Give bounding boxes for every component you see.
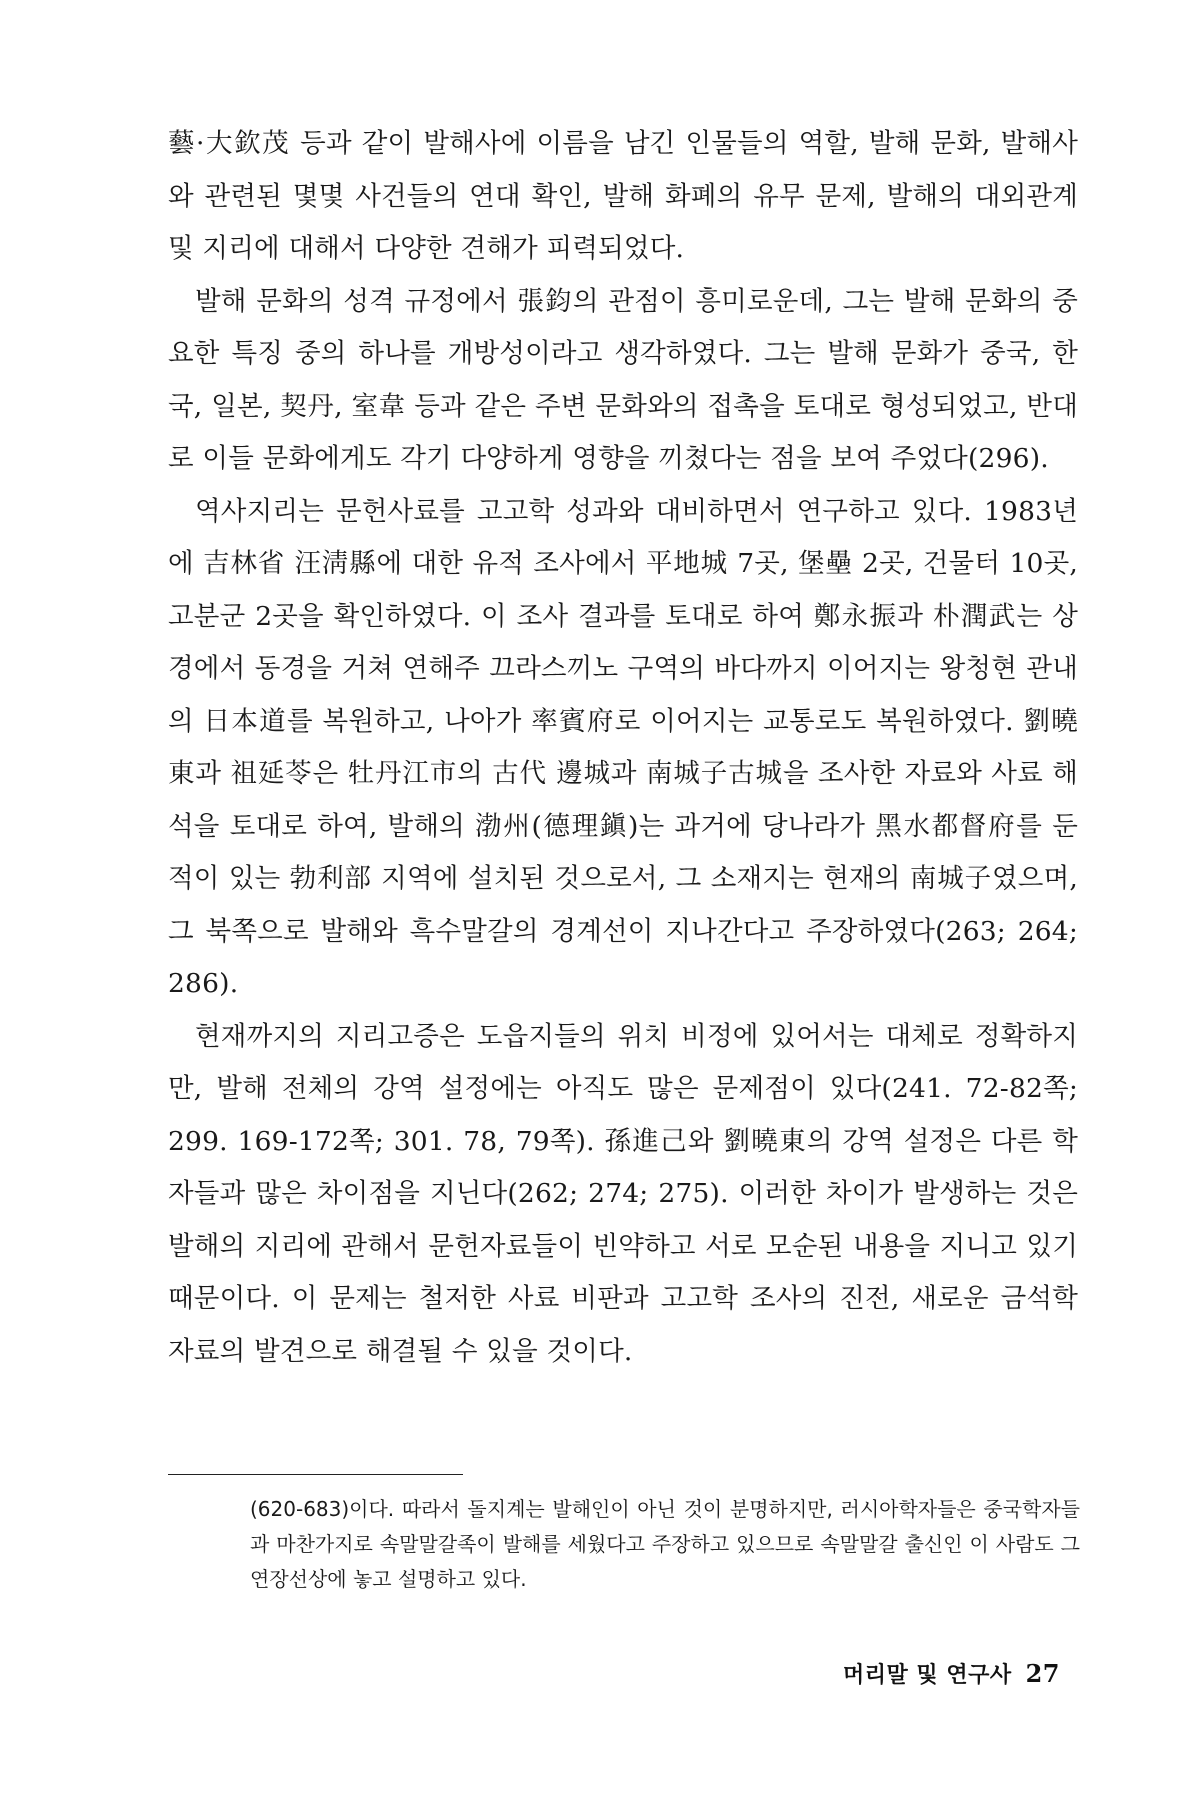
main-text	[168, 118, 1078, 1378]
footnote: (620-683)이다. 따라서 돌지계는 발해인이 아닌 것이 분명하지만, 러시아학자들은 중국학자들과 마찬가지로 속말말갈족이 발해를 세웠다고 주장하고 있으므로 속말말갈 출신인 이 사람도 그 연장선상에 놓고 설명하고 있다.	[250, 1497, 1080, 1591]
running-title: 머리말 및 연구사	[843, 1663, 1012, 1688]
paragraph-continuation: 藝·大欽茂 등과 같이 발해사에 이름을 남긴 인물들의 역할, 발해 문화, 발해사와 관련된 몇몇 사건들의 연대 확인, 발해 화폐의 유무 문제, 발해의 대외관계 및 지리에 대해서 다양한 견해가 피력되었다.	[168, 128, 1078, 264]
running-footer	[843, 1658, 1060, 1689]
page-number: 27	[1025, 1659, 1060, 1688]
footnote-divider	[168, 1474, 463, 1475]
paragraph-territory: 현재까지의 지리고증은 도읍지들의 위치 비정에 있어서는 대체로 정확하지만, 발해 전체의 강역 설정에는 아직도 많은 문제점이 있다(241. 72-82쪽; 299. 169-172쪽; 301. 78, 79쪽). 孫進己와 劉曉東의 강역 설정은 다른 학자들과 많은 차이점을 지닌다(262; 274; 275). 이러한 차이가 발생하는 것은 발해의 지리에 관해서 문헌자료들이 빈약하고 서로 모순된 내용을 지니고 있기 때문이다. 이 문제는 철저한 사료 비판과 고고학 조사의 진전, 새로운 금석학 자료의 발견으로 해결될 수 있을 것이다.	[168, 1020, 1078, 1367]
paragraph-historical-geography: 역사지리는 문헌사료를 고고학 성과와 대비하면서 연구하고 있다. 1983년에 吉林省 汪淸縣에 대한 유적 조사에서 平地城 7곳, 堡壘 2곳, 건물터 10곳, 고분군 2곳을 확인하였다. 이 조사 결과를 토대로 하여 鄭永振과 朴潤武는 상경에서 동경을 거쳐 연해주 끄라스끼노 구역의 바다까지 이어지는 왕청현 관내의 日本道를 복원하고, 나아가 率賓府로 이어지는 교통로도 복원하였다. 劉曉東과 祖延苓은 牡丹江市의 古代 邊城과 南城子古城을 조사한 자료와 사료 해석을 토대로 하여, 발해의 渤州(德理鎭)는 과거에 당나라가 黑水都督府를 둔 적이 있는 勃利部 지역에 설치된 것으로서, 그 소재지는 현재의 南城子였으며, 그 북쪽으로 발해와 흑수말갈의 경계선이 지나간다고 주장하였다(263; 264; 286).	[168, 495, 1078, 999]
paragraph-culture: 발해 문화의 성격 규정에서 張鈞의 관점이 흥미로운데, 그는 발해 문화의 중요한 특징 중의 하나를 개방성이라고 생각하였다. 그는 발해 문화가 중국, 한국, 일본, 契丹, 室韋 등과 같은 주변 문화와의 접촉을 토대로 형성되었고, 반대로 이들 문화에게도 각기 다양하게 영향을 끼쳤다는 점을 보여 주었다(296).	[168, 285, 1078, 474]
